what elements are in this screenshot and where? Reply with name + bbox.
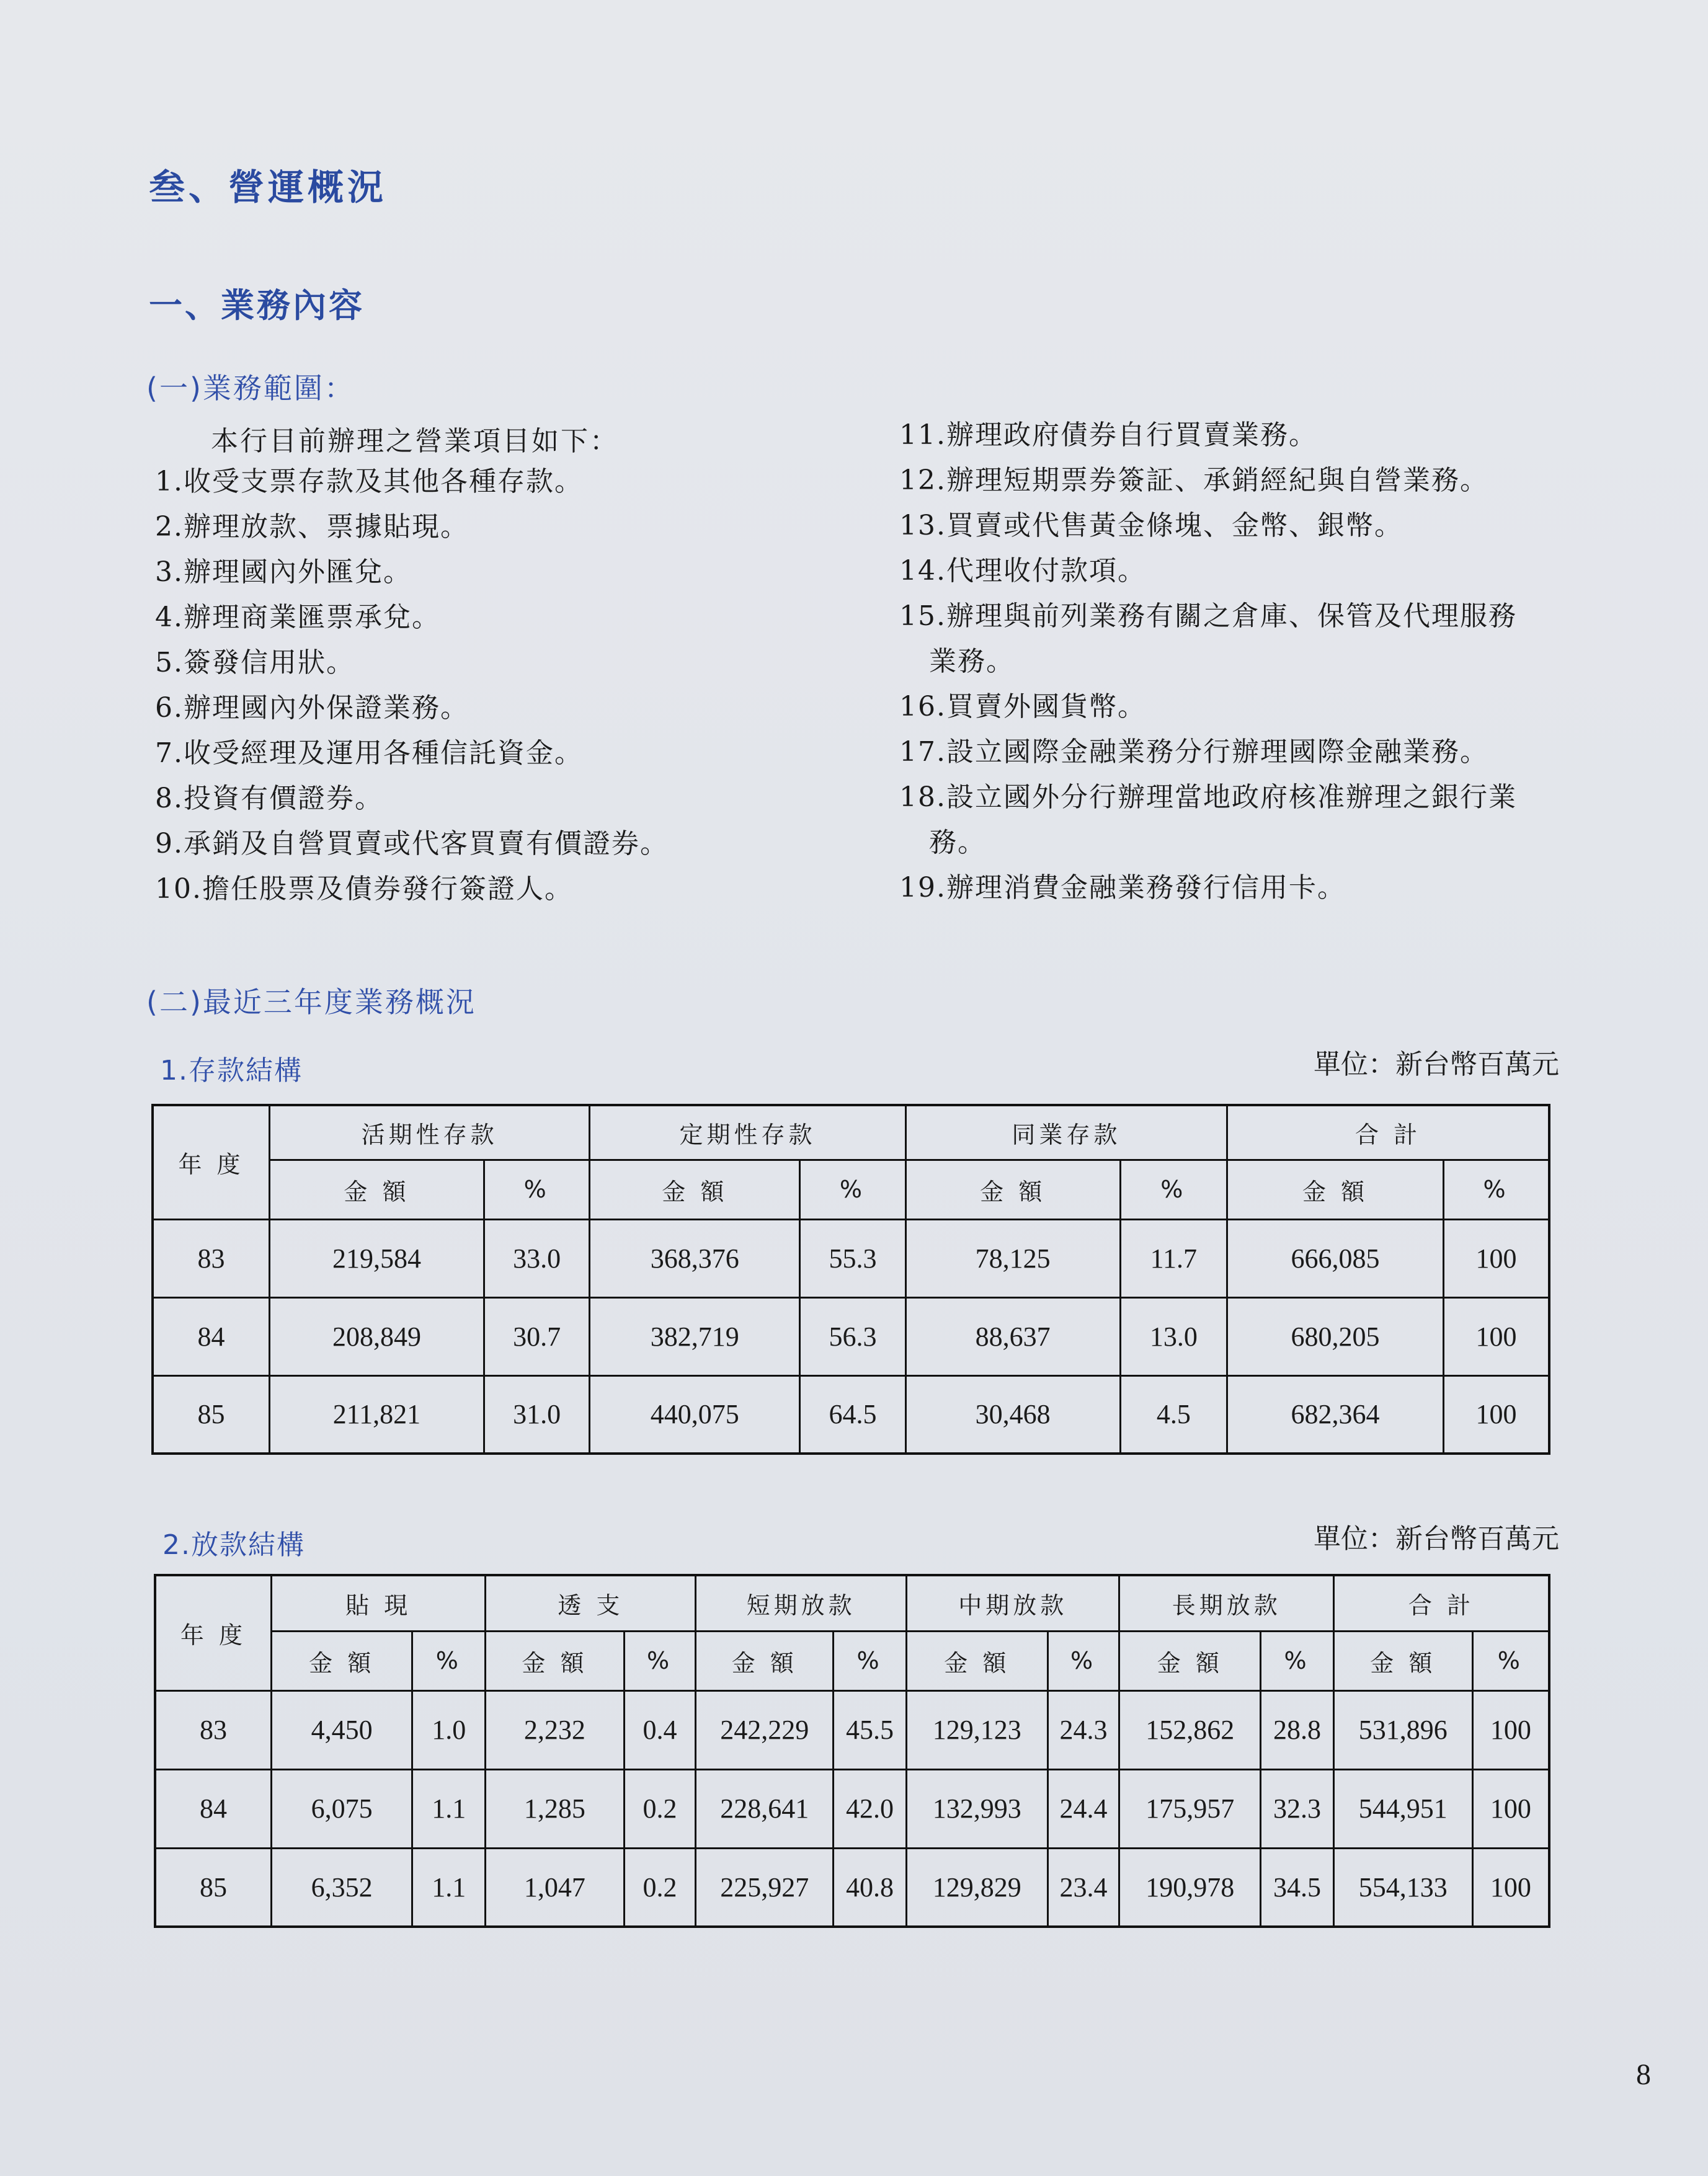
cell: 31.0 [484, 1375, 589, 1454]
amount-header: 金 額 [905, 1160, 1120, 1219]
cell: 0.2 [624, 1769, 696, 1848]
list-item: 10.擔任股票及債券發行簽證人。 [155, 873, 573, 905]
cell: 132,993 [906, 1769, 1047, 1848]
pct-header: % [800, 1160, 905, 1219]
cell: 682,364 [1227, 1375, 1444, 1454]
loan-structure-table [154, 1574, 1550, 1928]
cell: 2,232 [486, 1690, 625, 1769]
chapter-title: 叁、營運概況 [149, 166, 388, 208]
table-row [153, 1219, 1549, 1297]
section-title: 一、業務內容 [149, 286, 365, 325]
cell: 1.0 [412, 1690, 486, 1769]
list-item: 5.簽發信用狀。 [155, 647, 355, 678]
group-header: 活期性存款 [270, 1105, 590, 1160]
cell: 100 [1443, 1219, 1549, 1297]
amount-header: 金 額 [271, 1631, 412, 1690]
list-item: 9.承銷及自營買賣或代客買賣有價證券。 [155, 828, 669, 859]
cell: 368,376 [590, 1219, 800, 1297]
scope-list-right [899, 412, 1517, 910]
cell: 175,957 [1119, 1769, 1261, 1848]
pct-header: % [1120, 1160, 1227, 1219]
pct-header: % [412, 1631, 486, 1690]
amount-header: 金 額 [590, 1160, 800, 1219]
cell: 228,641 [696, 1769, 834, 1848]
pct-header: % [834, 1631, 907, 1690]
cell: 208,849 [270, 1297, 484, 1375]
cell: 211,821 [270, 1375, 484, 1454]
cell: 1.1 [412, 1848, 486, 1927]
table-row [155, 1690, 1549, 1769]
amount-header: 金 額 [696, 1631, 834, 1690]
page-number: 8 [1636, 2058, 1651, 2091]
cell: 30.7 [484, 1297, 589, 1375]
deposit-structure-table [151, 1104, 1550, 1455]
amount-header: 金 額 [1119, 1631, 1261, 1690]
group-header: 貼 現 [271, 1575, 485, 1631]
group-header: 定期性存款 [590, 1105, 905, 1160]
list-item-continuation: 業務。 [929, 646, 1015, 677]
group-header: 短期放款 [696, 1575, 907, 1631]
list-item: 6.辦理國內外保證業務。 [155, 692, 469, 724]
subsection-scope-title: (一)業務範圍： [146, 371, 355, 405]
amount-header: 金 額 [906, 1631, 1047, 1690]
cell: 1.1 [412, 1769, 486, 1848]
table-row [153, 1375, 1549, 1454]
cell: 23.4 [1047, 1848, 1119, 1927]
scope-intro: 本行目前辦理之營業項目如下： [211, 425, 619, 457]
cell: 11.7 [1120, 1219, 1227, 1297]
group-header: 同業存款 [905, 1105, 1227, 1160]
cell: 6,075 [271, 1769, 412, 1848]
cell: 152,862 [1119, 1690, 1261, 1769]
cell: 382,719 [590, 1297, 800, 1375]
cell: 34.5 [1261, 1848, 1334, 1927]
cell: 100 [1472, 1848, 1549, 1927]
group-header: 中期放款 [906, 1575, 1119, 1631]
list-item: 7.收受經理及運用各種信託資金。 [155, 737, 583, 769]
group-header: 合 計 [1227, 1105, 1549, 1160]
cell: 219,584 [270, 1219, 484, 1297]
cell: 4,450 [271, 1690, 412, 1769]
cell: 28.8 [1261, 1690, 1334, 1769]
list-item: 18.設立國外分行辦理當地政府核准辦理之銀行業 [899, 781, 1517, 813]
list-item: 8.投資有價證券。 [155, 783, 383, 814]
cell: 0.2 [624, 1848, 696, 1927]
cell: 78,125 [905, 1219, 1120, 1297]
cell: 24.3 [1047, 1690, 1119, 1769]
year-header: 年 度 [153, 1105, 270, 1219]
list-item: 11.辦理政府債券自行買賣業務。 [899, 419, 1317, 451]
cell: 30,468 [905, 1375, 1120, 1454]
list-item: 3.辦理國內外匯兌。 [155, 556, 412, 588]
subsection-overview-title: (二)最近三年度業務概況 [146, 985, 476, 1019]
cell: 56.3 [800, 1297, 905, 1375]
list-item: 19.辦理消費金融業務發行信用卡。 [899, 872, 1346, 904]
loan-table-title: 2.放款結構 [162, 1529, 305, 1561]
cell: 42.0 [834, 1769, 907, 1848]
cell: 88,637 [905, 1297, 1120, 1375]
group-header: 長期放款 [1119, 1575, 1334, 1631]
deposit-table-unit: 單位：新台幣百萬元 [1314, 1049, 1559, 1080]
list-item: 1.收受支票存款及其他各種存款。 [155, 466, 583, 497]
pct-header: % [1261, 1631, 1334, 1690]
group-header: 透 支 [486, 1575, 696, 1631]
list-item: 16.買賣外國貨幣。 [899, 691, 1146, 722]
list-item-continuation: 務。 [929, 827, 986, 858]
pct-header: % [484, 1160, 589, 1219]
cell: 554,133 [1333, 1848, 1472, 1927]
cell: 666,085 [1227, 1219, 1444, 1297]
cell: 680,205 [1227, 1297, 1444, 1375]
cell: 84 [153, 1297, 270, 1375]
list-item: 4.辦理商業匯票承兌。 [155, 602, 440, 633]
cell: 64.5 [800, 1375, 905, 1454]
list-item: 13.買賣或代售黃金條塊、金幣、銀幣。 [899, 510, 1403, 541]
pct-header: % [1443, 1160, 1549, 1219]
cell: 242,229 [696, 1690, 834, 1769]
scope-list-left [155, 459, 669, 912]
list-item: 2.辦理放款、票據貼現。 [155, 511, 469, 543]
cell: 531,896 [1333, 1690, 1472, 1769]
cell: 100 [1443, 1375, 1549, 1454]
cell: 544,951 [1333, 1769, 1472, 1848]
cell: 83 [155, 1690, 271, 1769]
cell: 85 [153, 1375, 270, 1454]
list-item: 12.辦理短期票券簽証、承銷經紀與自營業務。 [899, 464, 1488, 496]
list-item: 17.設立國際金融業務分行辦理國際金融業務。 [899, 736, 1488, 768]
cell: 129,829 [906, 1848, 1047, 1927]
cell: 100 [1472, 1690, 1549, 1769]
cell: 440,075 [590, 1375, 800, 1454]
loan-table-unit: 單位：新台幣百萬元 [1314, 1523, 1559, 1555]
group-header: 合 計 [1333, 1575, 1549, 1631]
cell: 1,047 [486, 1848, 625, 1927]
pct-header: % [624, 1631, 696, 1690]
cell: 190,978 [1119, 1848, 1261, 1927]
cell: 100 [1472, 1769, 1549, 1848]
cell: 1,285 [486, 1769, 625, 1848]
cell: 40.8 [834, 1848, 907, 1927]
cell: 6,352 [271, 1848, 412, 1927]
table-row [155, 1848, 1549, 1927]
amount-header: 金 額 [1227, 1160, 1444, 1219]
cell: 129,123 [906, 1690, 1047, 1769]
list-item: 15.辦理與前列業務有關之倉庫、保管及代理服務 [899, 600, 1517, 632]
cell: 32.3 [1261, 1769, 1334, 1848]
cell: 55.3 [800, 1219, 905, 1297]
cell: 100 [1443, 1297, 1549, 1375]
cell: 4.5 [1120, 1375, 1227, 1454]
amount-header: 金 額 [1333, 1631, 1472, 1690]
cell: 13.0 [1120, 1297, 1227, 1375]
cell: 24.4 [1047, 1769, 1119, 1848]
cell: 83 [153, 1219, 270, 1297]
pct-header: % [1047, 1631, 1119, 1690]
cell: 45.5 [834, 1690, 907, 1769]
deposit-table-title: 1.存款結構 [160, 1055, 303, 1086]
cell: 0.4 [624, 1690, 696, 1769]
pct-header: % [1472, 1631, 1549, 1690]
table-row [155, 1769, 1549, 1848]
cell: 225,927 [696, 1848, 834, 1927]
amount-header: 金 額 [486, 1631, 625, 1690]
amount-header: 金 額 [270, 1160, 484, 1219]
cell: 33.0 [484, 1219, 589, 1297]
cell: 84 [155, 1769, 271, 1848]
cell: 85 [155, 1848, 271, 1927]
list-item: 14.代理收付款項。 [899, 555, 1146, 587]
year-header: 年 度 [155, 1575, 271, 1690]
table-row [153, 1297, 1549, 1375]
